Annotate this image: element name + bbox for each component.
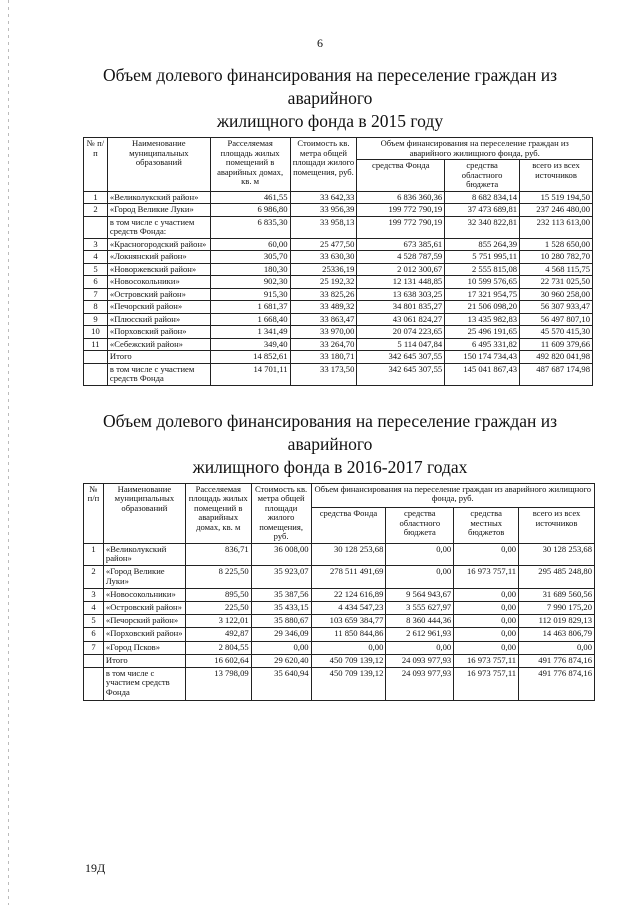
table1-title-line2: жилищного фонда в 2015 году <box>216 111 444 131</box>
value-cell: 16 602,64 <box>185 654 251 667</box>
value-cell: 342 645 307,55 <box>357 363 445 385</box>
row-number: 6 <box>84 276 108 289</box>
value-cell: 673 385,61 <box>357 238 445 251</box>
table-row <box>84 338 593 351</box>
value-cell: 10 280 782,70 <box>520 251 593 264</box>
value-cell: 33 630,30 <box>290 251 357 264</box>
row-number <box>84 351 108 364</box>
municipality-name: «Себежский район» <box>107 338 210 351</box>
municipality-name: в том числе с участием средств Фонда: <box>107 216 210 238</box>
value-cell: 8 682 834,14 <box>445 191 520 204</box>
value-cell: 16 973 757,11 <box>454 667 519 700</box>
value-cell: 35 923,07 <box>251 566 311 589</box>
value-cell: 295 485 248,80 <box>519 566 595 589</box>
header-total: всего из всех источников <box>519 508 595 543</box>
row-number: 9 <box>84 313 108 326</box>
table-row <box>84 251 593 264</box>
value-cell: 56 307 933,47 <box>520 301 593 314</box>
row-number: 3 <box>84 238 108 251</box>
value-cell: 0,00 <box>454 602 519 615</box>
value-cell: 7 990 175,20 <box>519 602 595 615</box>
value-cell: 836,71 <box>185 543 251 566</box>
financing-table-2015 <box>83 137 593 386</box>
header-local-budget: средства местных бюджетов <box>454 508 519 543</box>
header-total: всего из всех источников <box>520 160 593 192</box>
value-cell: 29 620,40 <box>251 654 311 667</box>
value-cell: 36 008,00 <box>251 543 311 566</box>
header-regional-budget: средства областного бюджета <box>386 508 454 543</box>
value-cell: 35 640,94 <box>251 667 311 700</box>
value-cell: 2 612 961,93 <box>386 628 454 641</box>
row-number: 11 <box>84 338 108 351</box>
municipality-name: Итого <box>107 351 210 364</box>
value-cell: 492,87 <box>185 628 251 641</box>
municipality-name: в том числе с участием средств Фонда <box>107 363 210 385</box>
value-cell: 22 731 025,50 <box>520 276 593 289</box>
value-cell: 15 519 194,50 <box>520 191 593 204</box>
municipality-name: «Город Псков» <box>103 641 185 654</box>
value-cell: 31 689 560,56 <box>519 589 595 602</box>
table-row <box>84 263 593 276</box>
row-number: 5 <box>84 615 104 628</box>
value-cell: 0,00 <box>454 615 519 628</box>
value-cell: 895,50 <box>185 589 251 602</box>
value-cell: 6 495 331,82 <box>445 338 520 351</box>
value-cell: 180,30 <box>210 263 290 276</box>
municipality-name: в том числе с участием средств Фонда <box>103 667 185 700</box>
value-cell: 1 341,49 <box>210 326 290 339</box>
value-cell: 33 958,13 <box>290 216 357 238</box>
row-number: 7 <box>84 288 108 301</box>
row-number <box>84 667 104 700</box>
table-row <box>84 313 593 326</box>
header-fund: средства Фонда <box>311 508 386 543</box>
value-cell: 12 131 448,85 <box>357 276 445 289</box>
value-cell: 5 114 047,84 <box>357 338 445 351</box>
value-cell: 25 192,32 <box>290 276 357 289</box>
value-cell: 145 041 867,43 <box>445 363 520 385</box>
row-number: 2 <box>84 566 104 589</box>
header-name: Наименование муниципальных образований <box>107 138 210 192</box>
value-cell: 199 772 790,19 <box>357 204 445 217</box>
table-row <box>84 363 593 385</box>
municipality-name: «Порховский район» <box>107 326 210 339</box>
value-cell: 342 645 307,55 <box>357 351 445 364</box>
value-cell: 2 555 815,08 <box>445 263 520 276</box>
value-cell: 492 820 041,98 <box>520 351 593 364</box>
row-number <box>84 363 108 385</box>
value-cell: 450 709 139,12 <box>311 667 386 700</box>
value-cell: 461,55 <box>210 191 290 204</box>
municipality-name: «Островский район» <box>107 288 210 301</box>
value-cell: 16 973 757,11 <box>454 654 519 667</box>
table-row <box>84 615 595 628</box>
table-row <box>84 238 593 251</box>
value-cell: 0,00 <box>519 641 595 654</box>
value-cell: 9 564 943,67 <box>386 589 454 602</box>
value-cell: 10 599 576,65 <box>445 276 520 289</box>
row-number: 5 <box>84 263 108 276</box>
value-cell: 14 852,61 <box>210 351 290 364</box>
header-name: Наименование муниципальных образований <box>103 483 185 543</box>
value-cell: 14 701,11 <box>210 363 290 385</box>
financing-table-2016-2017 <box>83 483 595 695</box>
value-cell: 0,00 <box>386 543 454 566</box>
value-cell: 21 506 098,20 <box>445 301 520 314</box>
footer-code: 19Д <box>85 861 106 875</box>
table-row <box>84 301 593 314</box>
value-cell: 4 568 115,75 <box>520 263 593 276</box>
value-cell: 30 128 253,68 <box>311 543 386 566</box>
value-cell: 35 433,15 <box>251 602 311 615</box>
value-cell: 0,00 <box>251 641 311 654</box>
table-row <box>84 543 595 566</box>
row-number: 6 <box>84 628 104 641</box>
value-cell: 35 387,56 <box>251 589 311 602</box>
table-row <box>84 204 593 217</box>
municipality-name: «Печорский район» <box>107 301 210 314</box>
value-cell: 45 570 415,30 <box>520 326 593 339</box>
value-cell: 34 801 835,27 <box>357 301 445 314</box>
value-cell: 33 642,33 <box>290 191 357 204</box>
row-number: 8 <box>84 301 108 314</box>
value-cell: 1 668,40 <box>210 313 290 326</box>
municipality-name: «Островский район» <box>103 602 185 615</box>
table-row <box>84 216 593 238</box>
header-num: № п/п <box>84 483 104 543</box>
value-cell: 4 434 547,23 <box>311 602 386 615</box>
value-cell: 25 477,50 <box>290 238 357 251</box>
value-cell: 305,70 <box>210 251 290 264</box>
value-cell: 8 360 444,36 <box>386 615 454 628</box>
value-cell: 915,30 <box>210 288 290 301</box>
table-row <box>84 191 593 204</box>
value-cell: 35 880,67 <box>251 615 311 628</box>
value-cell: 150 174 734,43 <box>445 351 520 364</box>
header-financing-group: Объем финансирования на переселение граждан из аварийного жилищного фонда, руб. <box>311 483 594 508</box>
value-cell: 30 960 258,00 <box>520 288 593 301</box>
table2-title <box>60 410 600 479</box>
value-cell: 17 321 954,75 <box>445 288 520 301</box>
table-row <box>84 351 593 364</box>
value-cell: 8 225,50 <box>185 566 251 589</box>
row-number: 4 <box>84 602 104 615</box>
value-cell: 5 751 995,11 <box>445 251 520 264</box>
value-cell: 11 850 844,86 <box>311 628 386 641</box>
value-cell: 33 863,47 <box>290 313 357 326</box>
value-cell: 3 122,01 <box>185 615 251 628</box>
value-cell: 32 340 822,81 <box>445 216 520 238</box>
municipality-name: «Локнянский район» <box>107 251 210 264</box>
value-cell: 0,00 <box>454 543 519 566</box>
value-cell: 225,50 <box>185 602 251 615</box>
value-cell: 0,00 <box>386 566 454 589</box>
value-cell: 33 264,70 <box>290 338 357 351</box>
scan-edge <box>8 0 9 905</box>
row-number <box>84 216 108 238</box>
value-cell: 199 772 790,19 <box>357 216 445 238</box>
value-cell: 33 825,26 <box>290 288 357 301</box>
value-cell: 232 113 613,00 <box>520 216 593 238</box>
value-cell: 0,00 <box>454 628 519 641</box>
header-num: № п/п <box>84 138 108 192</box>
value-cell: 0,00 <box>454 589 519 602</box>
header-cost: Стоимость кв. метра общей площади жилого помещения, руб. <box>290 138 357 192</box>
value-cell: 11 609 379,66 <box>520 338 593 351</box>
municipality-name: «Красногородский район» <box>107 238 210 251</box>
table2-title-line1: Объем долевого финансирования на переселение граждан из аварийного <box>102 410 558 454</box>
value-cell: 0,00 <box>386 641 454 654</box>
value-cell: 2 012 300,67 <box>357 263 445 276</box>
value-cell: 56 497 807,10 <box>520 313 593 326</box>
value-cell: 43 061 824,27 <box>357 313 445 326</box>
value-cell: 6 835,30 <box>210 216 290 238</box>
page-number: 6 <box>317 36 323 50</box>
value-cell: 902,30 <box>210 276 290 289</box>
value-cell: 24 093 977,93 <box>386 654 454 667</box>
value-cell: 6 836 360,36 <box>357 191 445 204</box>
value-cell: 349,40 <box>210 338 290 351</box>
table-row <box>84 602 595 615</box>
municipality-name: «Город Великие Луки» <box>107 204 210 217</box>
value-cell: 0,00 <box>454 641 519 654</box>
header-regional-budget: средства областного бюджета <box>445 160 520 192</box>
value-cell: 60,00 <box>210 238 290 251</box>
value-cell: 20 074 223,65 <box>357 326 445 339</box>
table-row <box>84 641 595 654</box>
value-cell: 855 264,39 <box>445 238 520 251</box>
value-cell: 30 128 253,68 <box>519 543 595 566</box>
value-cell: 33 180,71 <box>290 351 357 364</box>
municipality-name: Итого <box>103 654 185 667</box>
table-row <box>84 628 595 641</box>
table1-title-line1: Объем долевого финансирования на переселение граждан из аварийного <box>102 65 558 108</box>
value-cell: 33 970,00 <box>290 326 357 339</box>
municipality-name: «Город Великие Луки» <box>103 566 185 589</box>
value-cell: 1 681,37 <box>210 301 290 314</box>
value-cell: 24 093 977,93 <box>386 667 454 700</box>
header-financing-group: Объем финансирования на переселение граждан из аварийного жилищного фонда, руб. <box>357 138 593 160</box>
row-number: 3 <box>84 589 104 602</box>
value-cell: 491 776 874,16 <box>519 667 595 700</box>
table-row <box>84 276 593 289</box>
value-cell: 487 687 174,98 <box>520 363 593 385</box>
row-number: 10 <box>84 326 108 339</box>
value-cell: 237 246 480,00 <box>520 204 593 217</box>
header-area: Расселяемая площадь жилых помещений в аварийных домах, кв. м <box>185 483 251 543</box>
value-cell: 33 489,32 <box>290 301 357 314</box>
municipality-name: «Новоржевский район» <box>107 263 210 276</box>
value-cell: 2 804,55 <box>185 641 251 654</box>
table1-title <box>60 64 600 133</box>
row-number <box>84 654 104 667</box>
value-cell: 1 528 650,00 <box>520 238 593 251</box>
table-row <box>84 566 595 589</box>
value-cell: 103 659 384,77 <box>311 615 386 628</box>
table-row <box>84 288 593 301</box>
table-row <box>84 654 595 667</box>
value-cell: 13 798,09 <box>185 667 251 700</box>
row-number: 1 <box>84 543 104 566</box>
municipality-name: «Великолукский район» <box>103 543 185 566</box>
value-cell: 25 496 191,65 <box>445 326 520 339</box>
value-cell: 4 528 787,59 <box>357 251 445 264</box>
value-cell: 3 555 627,97 <box>386 602 454 615</box>
header-cost: Стоимость кв. метра общей площади жилого помещения, руб. <box>251 483 311 543</box>
value-cell: 13 435 982,83 <box>445 313 520 326</box>
municipality-name: «Плюсский район» <box>107 313 210 326</box>
value-cell: 278 511 491,69 <box>311 566 386 589</box>
value-cell: 25336,19 <box>290 263 357 276</box>
municipality-name: «Новосокольники» <box>107 276 210 289</box>
row-number: 7 <box>84 641 104 654</box>
municipality-name: «Великолукский район» <box>107 191 210 204</box>
row-number: 4 <box>84 251 108 264</box>
value-cell: 13 638 303,25 <box>357 288 445 301</box>
municipality-name: «Печорский район» <box>103 615 185 628</box>
header-fund: средства Фонда <box>357 160 445 192</box>
table-row <box>84 667 595 700</box>
municipality-name: «Новосокольники» <box>103 589 185 602</box>
table-row <box>84 326 593 339</box>
value-cell: 16 973 757,11 <box>454 566 519 589</box>
value-cell: 33 173,50 <box>290 363 357 385</box>
row-number: 1 <box>84 191 108 204</box>
municipality-name: «Порховский район» <box>103 628 185 641</box>
value-cell: 491 776 874,16 <box>519 654 595 667</box>
value-cell: 112 019 829,13 <box>519 615 595 628</box>
header-area: Расселяемая площадь жилых помещений в аварийных домах, кв. м <box>210 138 290 192</box>
value-cell: 6 986,80 <box>210 204 290 217</box>
row-number: 2 <box>84 204 108 217</box>
table-row <box>84 589 595 602</box>
value-cell: 14 463 806,79 <box>519 628 595 641</box>
table2-title-line2: жилищного фонда в 2016-2017 годах <box>192 456 468 477</box>
value-cell: 22 124 616,89 <box>311 589 386 602</box>
value-cell: 0,00 <box>311 641 386 654</box>
value-cell: 29 346,09 <box>251 628 311 641</box>
value-cell: 37 473 689,81 <box>445 204 520 217</box>
value-cell: 33 956,39 <box>290 204 357 217</box>
value-cell: 450 709 139,12 <box>311 654 386 667</box>
